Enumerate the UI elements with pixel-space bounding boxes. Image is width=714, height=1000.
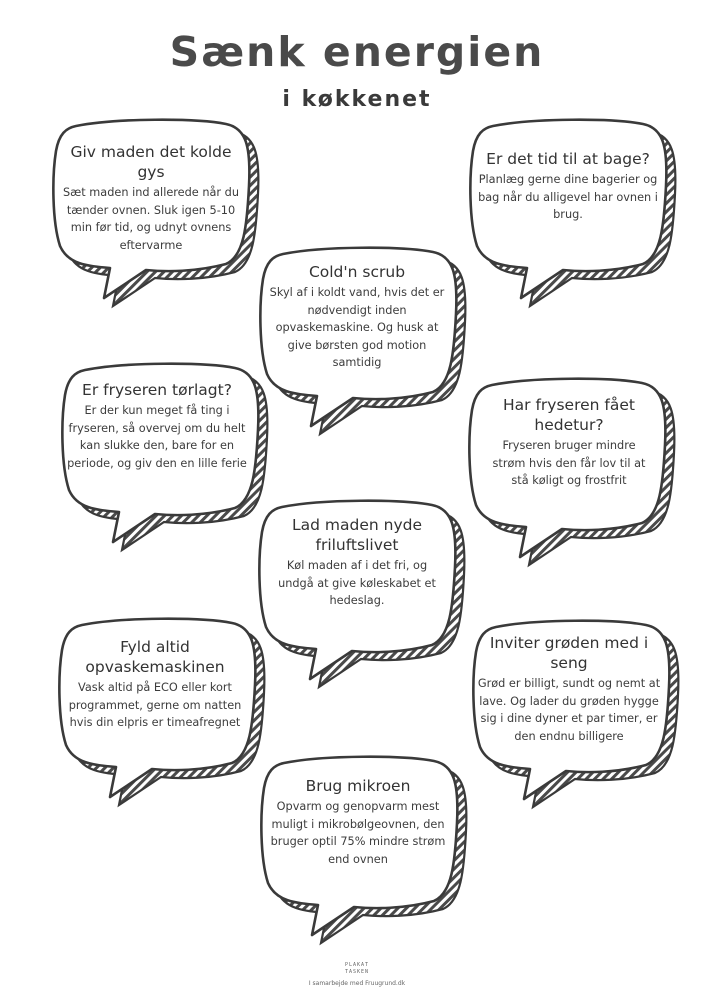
bubble-body: Er der kun meget få ting i fryseren, så overvej om du helt kan slukke den, bare for en periode, og giv den en lille ferie: [67, 404, 247, 470]
bubble-title: Inviter grøden med i seng: [489, 634, 649, 672]
footer-credit: I samarbejde med Fruugrund.dk: [308, 980, 406, 987]
footer-logo: [332, 962, 382, 976]
logo-line: TASKEN: [344, 969, 370, 975]
bubble-body: Fryseren bruger mindre strøm hvis den får lov til at stå køligt og frostfrit: [492, 439, 646, 487]
bubble-title: Er fryseren tørlagt?: [82, 381, 232, 399]
speech-bubble: [463, 116, 678, 306]
speech-bubble: [253, 244, 468, 436]
speech-bubble: [462, 375, 677, 565]
bubble-body: Sæt maden ind allerede når du tænder ovnen. Sluk igen 5-10 min før tid, og udnyt ovnens eftervarme: [62, 186, 239, 252]
bubble-body: Vask altid på ECO eller kort programmet, gerne om natten hvis din elpris er timeafregnet: [68, 681, 242, 729]
bubble-title: Cold'n scrub: [308, 263, 406, 281]
bubble-title: Giv maden det kolde gys: [70, 143, 232, 181]
bubble-title: Har fryseren fået hedetur?: [503, 396, 635, 434]
speech-bubble: [46, 116, 261, 306]
bubble-title: Fyld altid opvaskemaskinen: [85, 638, 225, 676]
bubble-body: Skyl af i koldt vand, hvis det er nødvendigt inden opvaskemaskine. Og husk at give børsten god motion samtidig: [269, 286, 445, 369]
speech-bubble: [466, 617, 681, 809]
speech-bubble: [254, 753, 469, 945]
page-subtitle: i køkkenet: [282, 87, 432, 112]
speech-bubble: [52, 615, 267, 807]
bubble-body: Planlæg gerne dine bagerier og bag når du alligevel har ovnen i brug.: [478, 173, 658, 221]
speech-bubble: [252, 497, 467, 687]
bubble-body: Køl maden af i det fri, og undgå at give køleskabet et hedeslag.: [278, 559, 436, 607]
bubble-body: Opvarm og genopvarm mest muligt i mikrobølgeovnen, den bruger optil 75% mindre strøm end ovnen: [270, 800, 446, 866]
bubble-title: Brug mikroen: [305, 777, 411, 795]
bubble-body: Grød er billigt, sundt og nemt at lave. Og lader du grøden hygge sig i dine dyner et par timer, er den endnu billigere: [477, 677, 661, 743]
page-title: Sænk energien: [169, 28, 545, 76]
bubble-title: Lad maden nyde friluftslivet: [292, 516, 422, 554]
speech-bubble: [55, 360, 270, 552]
bubble-title: Er det tid til at bage?: [486, 150, 650, 168]
logo-line: PLAKAT: [344, 962, 370, 968]
